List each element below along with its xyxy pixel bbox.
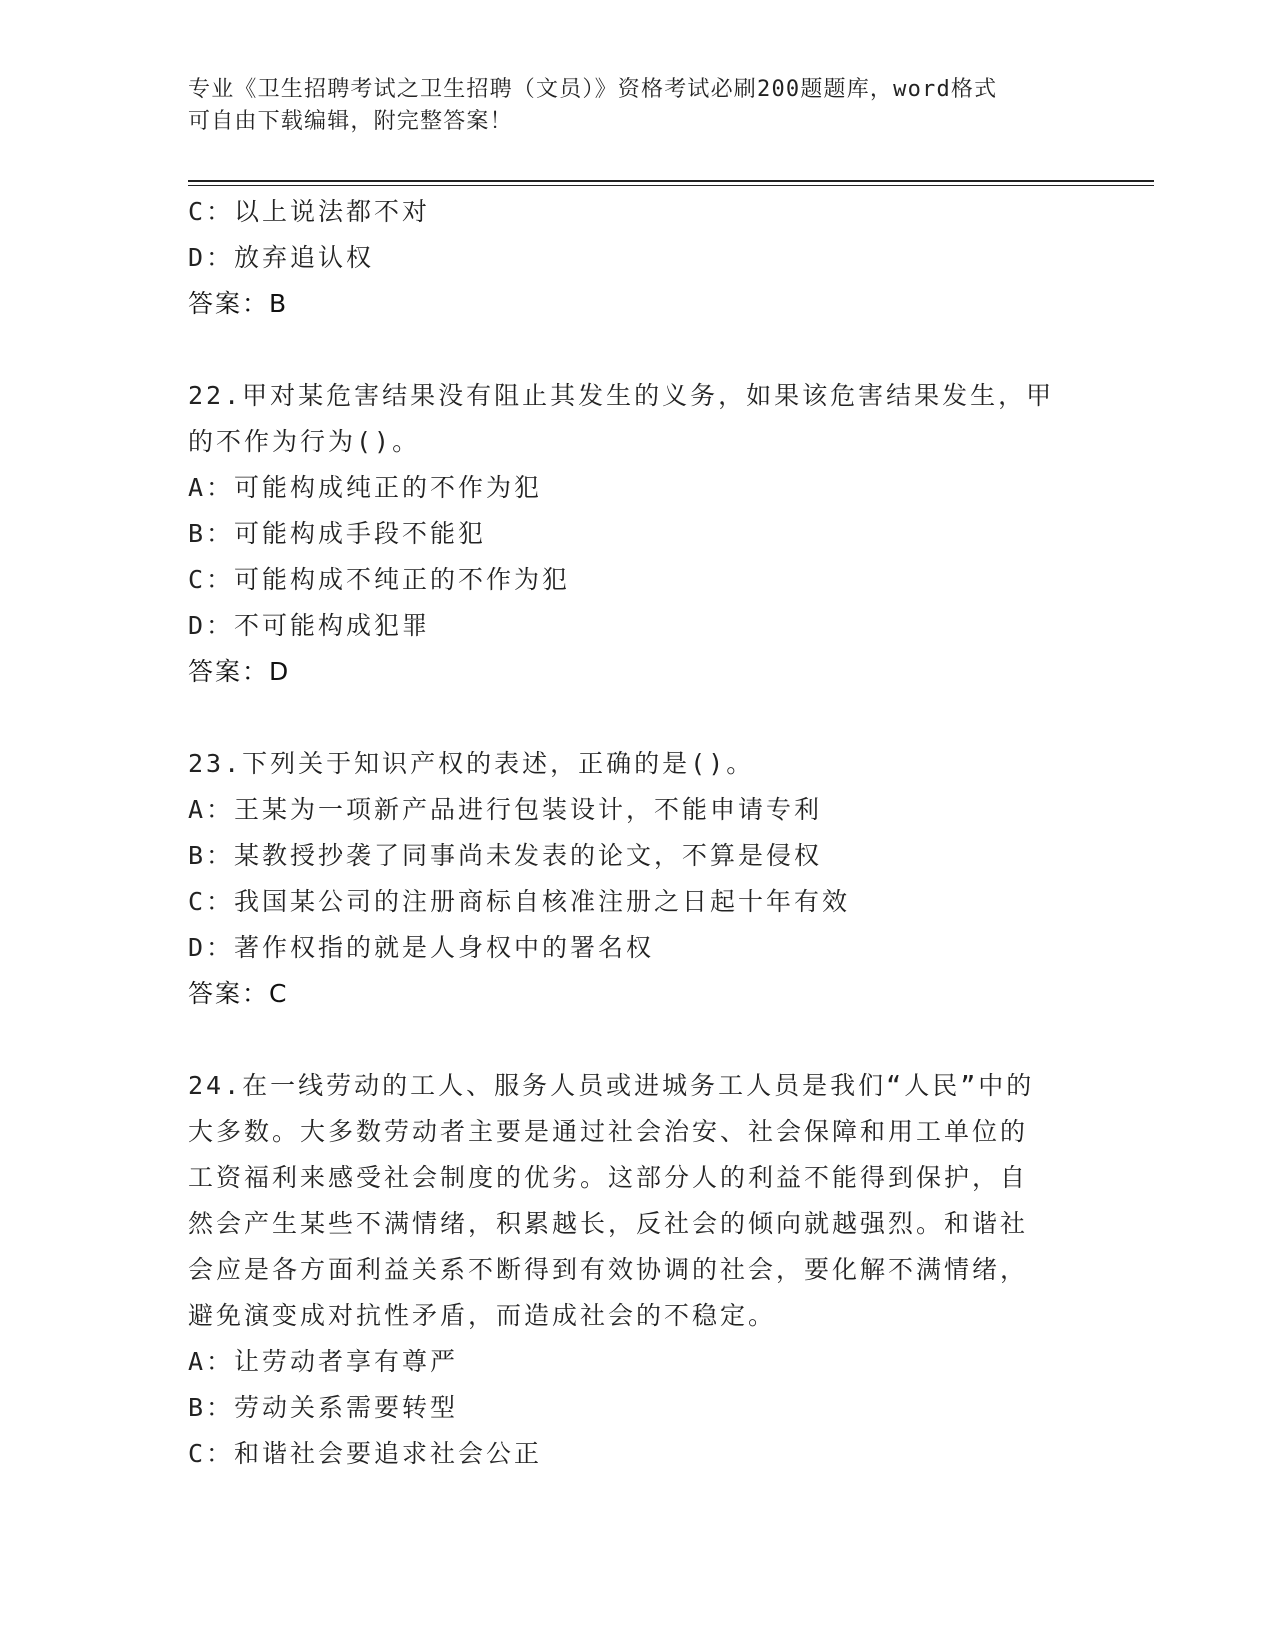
question-stem-line: 然会产生某些不满情绪，积累越长，反社会的倾向就越强烈。和谐社 — [188, 1209, 1029, 1238]
option-b: B：某教授抄袭了同事尚未发表的论文，不算是侵权 — [188, 841, 823, 870]
question-stem-line: 大多数。大多数劳动者主要是通过社会治安、社会保障和用工单位的 — [188, 1117, 1029, 1146]
question-stem-line: 会应是各方面利益关系不断得到有效协调的社会，要化解不满情绪， — [188, 1255, 1029, 1284]
option-d: D：放弃追认权 — [188, 243, 375, 272]
header-line-1: 专业《卫生招聘考试之卫生招聘（文员）》资格考试必刷200题题库，word格式 — [188, 77, 998, 102]
option-a: A：可能构成纯正的不作为犯 — [188, 473, 543, 502]
option-c: C：以上说法都不对 — [188, 197, 431, 226]
question-stem-line: 22.甲对某危害结果没有阻止其发生的义务，如果该危害结果发生，甲 — [188, 381, 1055, 410]
spacer — [188, 695, 1088, 741]
question-list — [188, 189, 1088, 1477]
question-stem-line: 的不作为行为()。 — [188, 427, 421, 456]
option-c: C：可能构成不纯正的不作为犯 — [188, 565, 571, 594]
question-23 — [188, 741, 1088, 1017]
spacer — [188, 1017, 1088, 1063]
question-stem-line: 避免演变成对抗性矛盾，而造成社会的不稳定。 — [188, 1301, 777, 1330]
header-rule-thin — [188, 185, 1154, 186]
answer: 答案：C — [188, 979, 289, 1008]
question-22 — [188, 373, 1088, 695]
question-21-tail — [188, 189, 1088, 327]
question-stem-line: 工资福利来感受社会制度的优劣。这部分人的利益不能得到保护，自 — [188, 1163, 1029, 1192]
question-stem-line: 24.在一线劳动的工人、服务人员或进城务工人员是我们“人民”中的 — [188, 1071, 1035, 1100]
header-line-2: 可自由下载编辑，附完整答案！ — [188, 109, 513, 134]
spacer — [188, 327, 1088, 373]
option-d: D：不可能构成犯罪 — [188, 611, 431, 640]
question-24 — [188, 1063, 1088, 1477]
option-c: C：我国某公司的注册商标自核准注册之日起十年有效 — [188, 887, 851, 916]
answer: 答案：B — [188, 289, 289, 318]
option-b: B：可能构成手段不能犯 — [188, 519, 487, 548]
option-b: B：劳动关系需要转型 — [188, 1393, 459, 1422]
answer: 答案：D — [188, 657, 291, 686]
option-d: D：著作权指的就是人身权中的署名权 — [188, 933, 655, 962]
option-c: C：和谐社会要追求社会公正 — [188, 1439, 543, 1468]
header-rule-thick — [188, 180, 1154, 182]
page-header — [188, 74, 1068, 138]
option-a: A：让劳动者享有尊严 — [188, 1347, 459, 1376]
question-stem-line: 23.下列关于知识产权的表述，正确的是()。 — [188, 749, 755, 778]
option-a: A：王某为一项新产品进行包装设计，不能申请专利 — [188, 795, 823, 824]
